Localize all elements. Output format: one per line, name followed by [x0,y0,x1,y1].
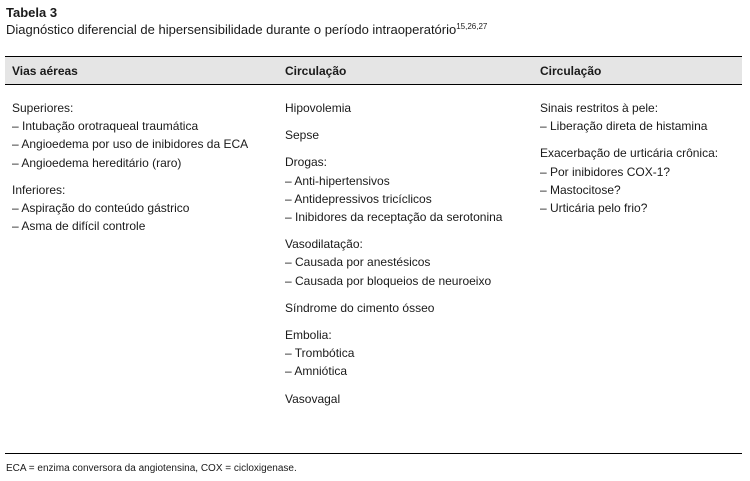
column-vias-aereas [12,99,248,244]
list-item: Síndrome do cimento ósseo [285,300,435,315]
list-item: Sepse [285,128,320,143]
caption-text: Diagnóstico diferencial de hipersensibilidade durante o período intraoperatório [6,22,457,37]
list-item: – Por inibidores COX-1? [540,164,671,179]
group-heading: Sinais restritos à pele: [540,101,659,115]
header-vias-aereas: Vias aéreas [12,64,78,78]
table-footnote: ECA = enzima conversora da angiotensina, COX = cicloxigenase. [6,463,297,474]
list-item: – Aspiração do conteúdo gástrico [12,201,190,216]
list-item: – Liberação direta de histamina [540,119,708,134]
header-circulacao-1: Circulação [285,64,347,78]
cell-group [285,390,502,408]
list-item: Vasovagal [285,391,341,406]
cell-group [540,144,718,217]
data-table [5,56,742,454]
list-item: – Angioedema hereditário (raro) [12,155,182,170]
header-circulacao-2: Circulação [540,64,602,78]
group-heading: Vasodilatação: [285,237,363,252]
group-heading: Exacerbação de urticária crônica: [540,146,719,161]
table-header [5,57,742,85]
group-heading: Embolia: [285,328,332,343]
group-heading: Drogas: [285,155,328,170]
list-item: – Amniótica [285,364,348,379]
cell-group [12,181,248,236]
list-item: – Intubação orotraqueal traumática [12,119,199,134]
list-item: – Asma de difícil controle [12,219,146,234]
column-circulacao-1 [285,99,502,417]
caption-references: 15,26,27 [456,22,488,31]
list-item: – Trombótica [285,346,355,361]
cell-group [285,153,502,226]
list-item: Hipovolemia [285,101,352,115]
list-item: – Angioedema por uso de inibidores da ECA [12,137,249,152]
cell-group [285,99,502,117]
cell-group [540,99,718,135]
list-item: – Causada por anestésicos [285,255,431,270]
cell-group [12,99,248,172]
table-caption [6,22,487,37]
column-circulacao-2 [540,99,718,226]
table-title: Tabela 3 [6,5,58,20]
cell-group [285,326,502,381]
group-heading: Superiores: [12,101,74,115]
list-item: – Antidepressivos tricíclicos [285,191,432,206]
cell-group [285,126,502,144]
list-item: – Causada por bloqueios de neuroeixo [285,273,492,288]
list-item: – Anti-hipertensivos [285,173,390,188]
list-item: – Mastocitose? [540,182,621,197]
cell-group [285,235,502,290]
list-item: – Inibidores da receptação da serotonina [285,210,503,225]
list-item: – Urticária pelo frio? [540,201,648,216]
cell-group [285,299,502,317]
group-heading: Inferiores: [12,182,66,197]
